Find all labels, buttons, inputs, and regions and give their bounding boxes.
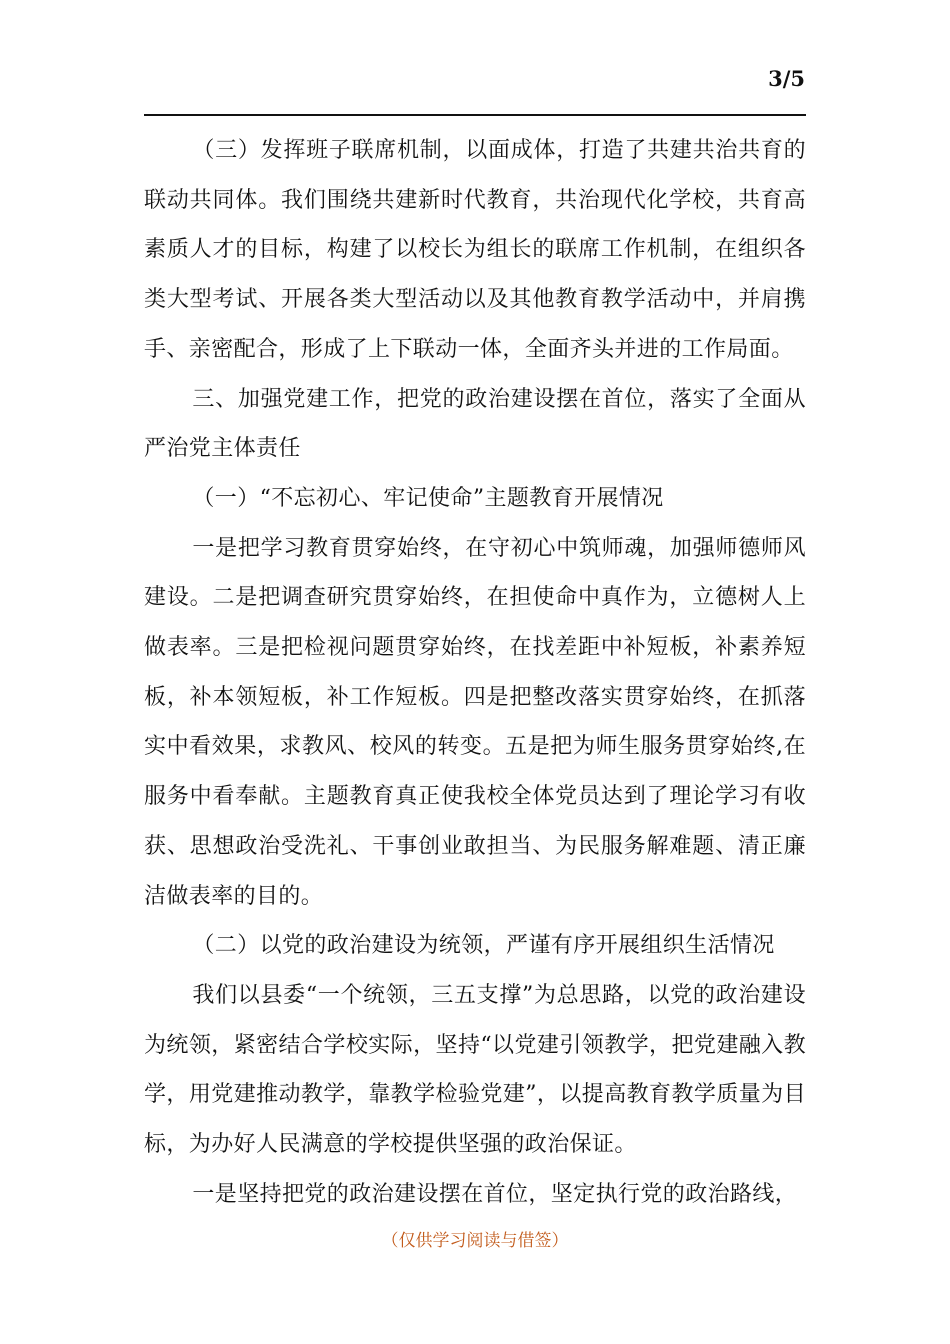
subheading-organizational-life: （二）以党的政治建设为统领，严谨有序开展组织生活情况 xyxy=(192,933,775,959)
header-divider xyxy=(144,114,806,116)
section-heading-party-building: 三、加强党建工作，把党的政治建设摆在首位，落实了全面从严治党主体责任 xyxy=(144,386,806,462)
paragraph-political-construction: 一是坚持把党的政治建设摆在首位，坚定执行党的政治路线， xyxy=(192,1181,798,1207)
paragraph-joint-mechanism: （三）发挥班子联席机制，以面成体，打造了共建共治共育的联动共同体。我们围绕共建新时代教育，共治现代化学校，共育高素质人才的目标，构建了以校长为组长的联席工作机制，在组织各类大型考试、开展各类大型活动以及其他教育教学活动中，并肩携手、亲密配合，形成了上下联动一体，全面齐头并进的工作局面。 xyxy=(144,138,806,362)
paragraph-theme-education: 一是把学习教育贯穿始终，在守初心中筑师魂，加强师德师风建设。二是把调查研究贯穿始终，在担使命中真作为，立德树人上做表率。三是把检视问题贯穿始终，在找差距中补短板，补素养短板，补本领短板，补工作短板。四是把整改落实贯穿始终，在抓落实中看效果，求教风、校风的转变。五是把为师生服务贯穿始终,在服务中看奉献。主题教育真正使我校全体党员达到了理论学习有收获、思想政治受洗礼、干事创业敢担当、为民服务解难题、清正廉洁做表率的目的。 xyxy=(144,535,806,909)
subheading-theme-education: （一）“不忘初心、牢记使命”主题教育开展情况 xyxy=(192,485,664,511)
paragraph-organizational-life: 我们以县委“一个统领，三五支撑”为总思路，以党的政治建设为统领，紧密结合学校实际，坚持“以党建引领教学，把党建融入教学，用党建推动教学，靠教学检验党建”，以提高教育教学质量为目标，为办好人民满意的学校提供坚强的政治保证。 xyxy=(144,982,806,1158)
footer-note: （仅供学习阅读与借签） xyxy=(381,1231,569,1251)
document-body xyxy=(144,126,806,1219)
page-number: 3/5 xyxy=(768,66,805,91)
